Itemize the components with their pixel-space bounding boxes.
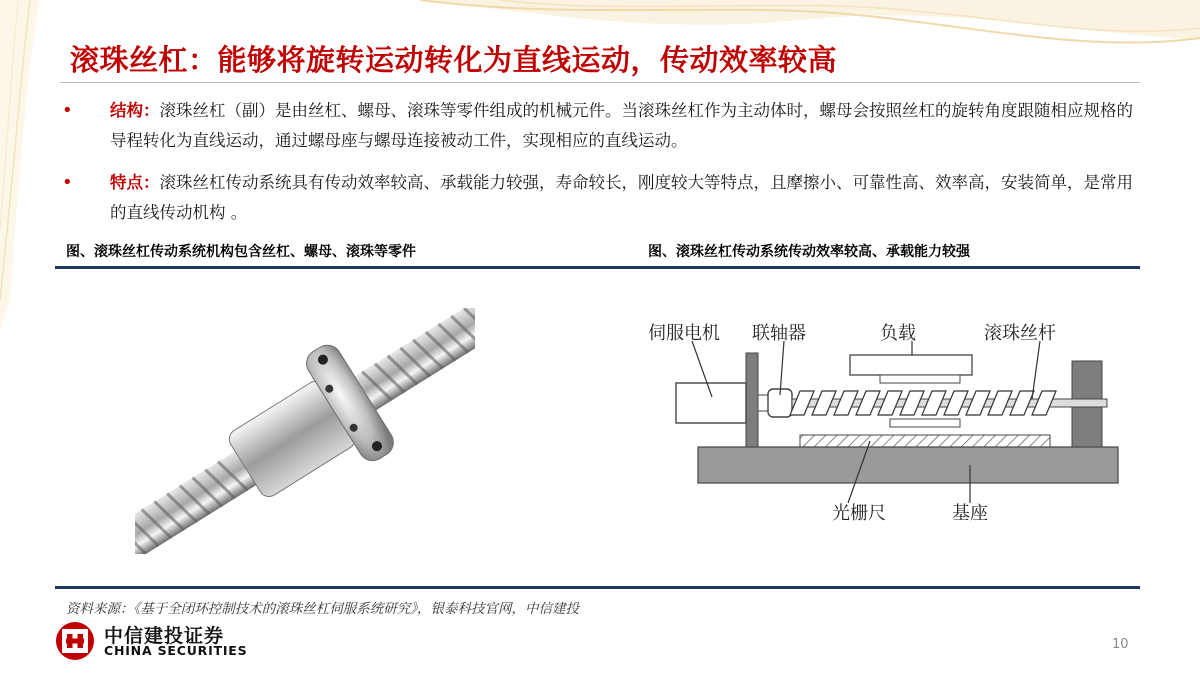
base-block <box>698 447 1118 483</box>
brand-name-cn: 中信建投证券 <box>104 625 225 647</box>
label-load: 负载 <box>880 323 916 344</box>
citic-logo-icon <box>52 620 98 662</box>
label-base: 基座 <box>952 503 988 524</box>
brand-name-en: CHINA SECURITIES <box>104 643 248 658</box>
servo-motor-body <box>676 383 746 423</box>
label-coupling: 联轴器 <box>752 323 806 344</box>
figure-caption-right: 图、滚珠丝杠传动系统传动效率较高、承载能力较强 <box>648 244 970 260</box>
transmission-diagram <box>640 315 1120 525</box>
footer-divider <box>55 586 1140 589</box>
bullet-text <box>110 168 1140 228</box>
bullet-body: 滚珠丝杠传动系统具有传动效率较高、承载能力较强，寿命较长，刚度较大等特点，且摩擦小、可靠性高、效率高，安装简单，是常用的直线传动机构 。 <box>110 173 1133 222</box>
label-servo-motor: 伺服电机 <box>648 323 720 344</box>
bullet-marker: • <box>62 100 73 121</box>
ball-screw-photo <box>135 308 475 554</box>
bullet-label: 结构： <box>110 101 160 120</box>
page-number: 10 <box>1112 637 1129 652</box>
bullet-body: 滚珠丝杠（副）是由丝杠、螺母、滚珠等零件组成的机械元件。当滚珠丝杠作为主动体时，螺母会按照丝杠的旋转角度跟随相应规格的导程转化为直线运动，通过螺母座与螺母连接被动工件，实现相应的直线运动。 <box>110 101 1133 150</box>
slide-title: 滚珠丝杠：能够将旋转运动转化为直线运动，传动效率较高 <box>70 43 838 77</box>
source-note: 资料来源：《基于全闭环控制技术的滚珠丝杠伺服系统研究》，银泰科技官网，中信建投 <box>66 601 579 617</box>
figure-caption-left: 图、滚珠丝杠传动系统机构包含丝杠、螺母、滚珠等零件 <box>66 244 416 260</box>
caption-divider <box>55 266 1140 269</box>
bullet-text <box>110 96 1140 156</box>
label-grating-scale: 光栅尺 <box>832 503 886 524</box>
left-support <box>746 353 758 447</box>
label-ball-screw: 滚珠丝杆 <box>984 323 1056 344</box>
grating-scale <box>800 435 1050 447</box>
bullet-marker: • <box>62 172 73 193</box>
load-block <box>850 355 972 375</box>
bullet-label: 特点： <box>110 173 160 192</box>
title-divider <box>60 82 1140 83</box>
